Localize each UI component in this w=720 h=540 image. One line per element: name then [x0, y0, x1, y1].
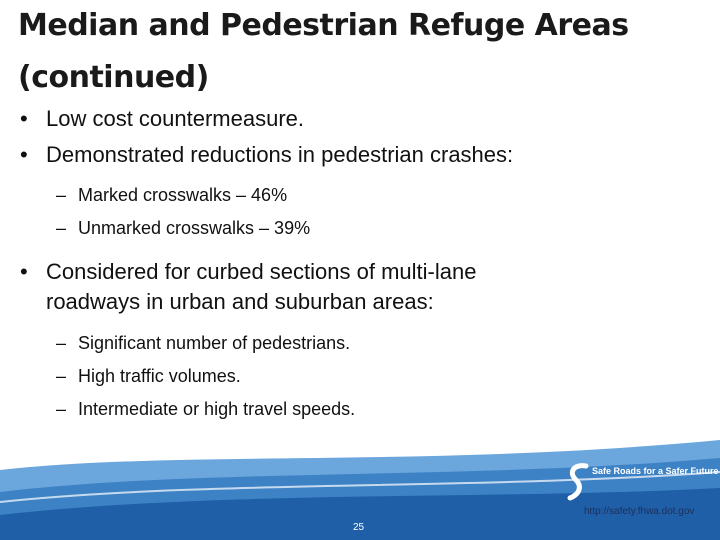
sub-bullet-item [18, 396, 708, 422]
sub-bullet-text: Unmarked crosswalks – 39% [78, 218, 311, 238]
slide-title-line-2: (continued) [18, 60, 209, 95]
sub-bullet-text: Marked crosswalks – 46% [78, 185, 288, 205]
slide-title [18, 0, 708, 104]
bullet-text-line-1: Considered for curbed sections of multi-lane [46, 259, 477, 284]
sub-bullet-item [18, 330, 708, 356]
bullet-glyph: • [20, 259, 28, 284]
sub-bullet-item [18, 215, 708, 241]
sub-bullet-item [18, 182, 708, 208]
bullet-glyph: • [20, 142, 28, 167]
bullet-item [18, 257, 708, 317]
bullet-glyph: • [20, 106, 28, 131]
page-number: 25 [353, 522, 365, 533]
sub-bullet-text: High traffic volumes. [78, 366, 241, 386]
bullet-item [18, 140, 708, 170]
sub-bullet-text: Significant number of pedestrians. [78, 333, 351, 353]
dash-glyph: – [56, 333, 67, 353]
bullet-item [18, 104, 708, 134]
bullet-text: Demonstrated reductions in pedestrian crashes: [46, 142, 514, 167]
bullet-text-line-2: roadways in urban and suburban areas: [46, 289, 434, 314]
sub-bullet-item [18, 363, 708, 389]
dash-glyph: – [56, 218, 67, 238]
slide-body [18, 104, 708, 422]
sub-bullet-text: Intermediate or high travel speeds. [78, 399, 356, 419]
bullet-text: Low cost countermeasure. [46, 106, 305, 131]
footer-url[interactable]: http://safety.fhwa.dot.gov [584, 506, 695, 517]
logo-title: Safe Roads for a Safer Future [592, 466, 719, 476]
dash-glyph: – [56, 185, 67, 205]
slide-title-line-1: Median and Pedestrian Refuge Areas [18, 8, 629, 43]
dash-glyph: – [56, 399, 67, 419]
safe-roads-logo [566, 462, 719, 512]
dash-glyph: – [56, 366, 67, 386]
swoosh-s-icon [566, 462, 590, 502]
